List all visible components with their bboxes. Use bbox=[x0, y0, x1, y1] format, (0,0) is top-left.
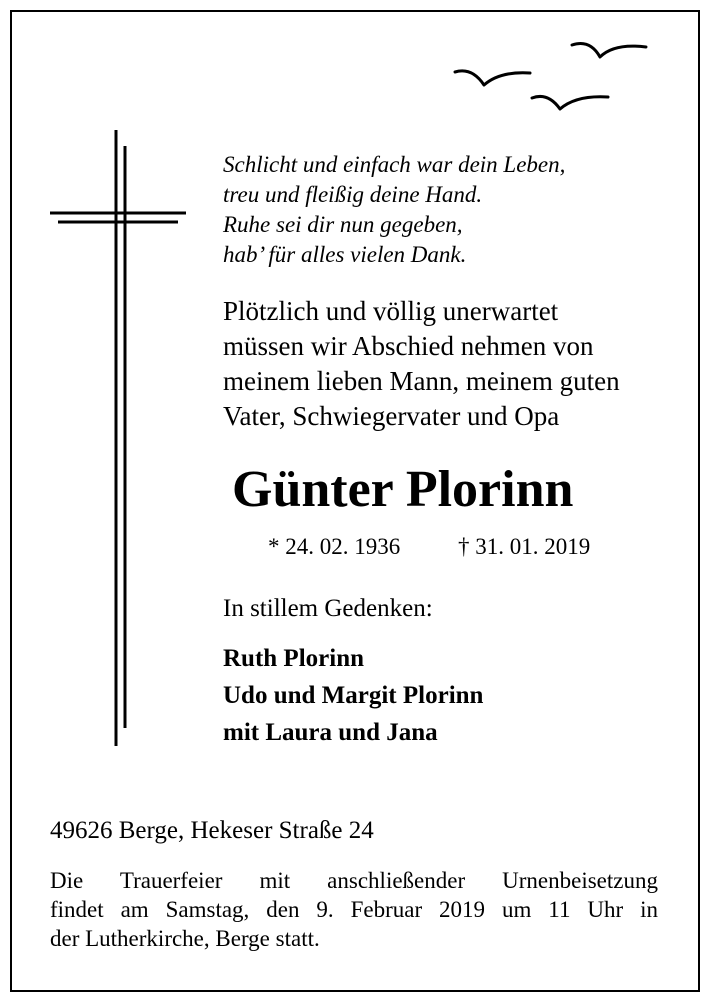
birds-icon bbox=[450, 35, 660, 120]
deceased-name: Günter Plorinn bbox=[232, 461, 574, 518]
poem bbox=[223, 150, 565, 270]
announcement-text bbox=[223, 294, 620, 434]
poem-line: hab’ für alles vielen Dank. bbox=[223, 242, 467, 267]
birth-date: * 24. 02. 1936 bbox=[268, 534, 401, 559]
notice-line: findet am Samstag, den 9. Februar 2019 um 11 Uhr in bbox=[50, 897, 658, 922]
notice-line: Die Trauerfeier mit anschließender Urnenbeisetzung bbox=[50, 868, 658, 893]
funeral-notice bbox=[50, 866, 658, 953]
mourner-name: Udo und Margit Plorinn bbox=[223, 682, 484, 709]
announcement-line: müssen wir Abschied nehmen von bbox=[223, 331, 594, 361]
cross-icon bbox=[48, 128, 188, 750]
death-date: † 31. 01. 2019 bbox=[458, 534, 591, 559]
notice-line: der Lutherkirche, Berge statt. bbox=[50, 926, 320, 951]
memorial-heading: In stillem Gedenken: bbox=[223, 595, 433, 622]
mourner-name: Ruth Plorinn bbox=[223, 645, 365, 672]
mourners-list bbox=[223, 640, 483, 751]
address: 49626 Berge, Hekeser Straße 24 bbox=[50, 817, 374, 844]
announcement-line: Vater, Schwiegervater und Opa bbox=[223, 401, 560, 431]
poem-line: Schlicht und einfach war dein Leben, bbox=[223, 152, 566, 177]
mourner-name: mit Laura und Jana bbox=[223, 719, 438, 746]
announcement-line: Plötzlich und völlig unerwartet bbox=[223, 296, 559, 326]
poem-line: treu und fleißig deine Hand. bbox=[223, 182, 483, 207]
poem-line: Ruhe sei dir nun gegeben, bbox=[223, 212, 463, 237]
announcement-line: meinem lieben Mann, meinem guten bbox=[223, 366, 620, 396]
